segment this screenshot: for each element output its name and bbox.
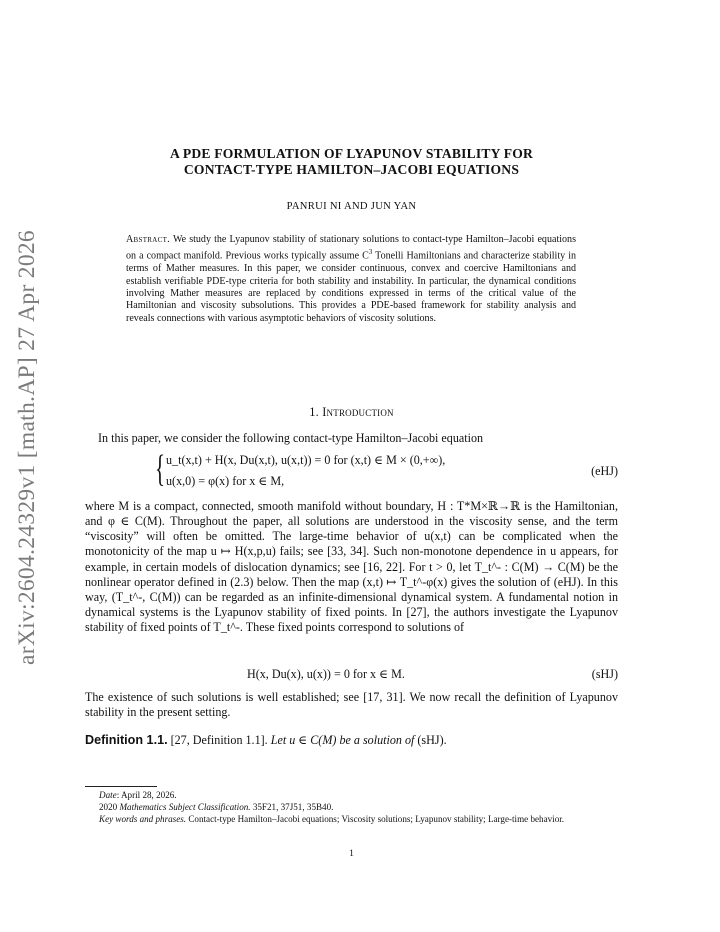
page-number: 1: [349, 848, 354, 859]
equation-ehj-tag: (eHJ): [591, 464, 618, 478]
abstract-label: Abstract.: [126, 234, 170, 245]
abstract-text-1: We study the Lyapunov stability of stationary solutions to contact-type Hamilton–Jacobi equations on a compact manifold. Previous works typically assume C: [126, 234, 576, 262]
paragraph-3: The existence of such solutions is well established; see [17, 31]. We now recall the definition of Lyapunov stability in the present setting.: [85, 690, 618, 720]
footnote-keywords: [85, 813, 618, 825]
definition-eqref: (sHJ).: [417, 733, 447, 747]
title-line-1: A PDE FORMULATION OF LYAPUNOV STABILITY FOR: [169, 146, 534, 161]
definition-1-1: [85, 733, 447, 748]
section-title: Introduction: [322, 405, 394, 419]
keywords-value: Contact-type Hamilton–Jacobi equations; Viscosity solutions; Lyapunov stability; Large-time behavior.: [186, 814, 565, 825]
arxiv-identifier: arXiv:2604.24329v1 [math.AP] 27 Apr 2026: [14, 230, 40, 665]
date-label: Date: [99, 790, 117, 800]
title-line-2: CONTACT-TYPE HAMILTON–JACOBI EQUATIONS: [183, 162, 520, 177]
abstract-text-2: Tonelli Hamiltonians and characterize stability in terms of Mather measures. In this paper, we consider continuous, convex and coercive Hamiltonians and establish verifiable PDE-type criteria for both stability and instability. In particular, the dynamical conditions involving Mather measures are replaced by conditions expressed in terms of the critical value of the Hamiltonian and viscosity subsolutions. This provides a PDE-based framework for stability analysis and reveals connections with various asymptotic behaviors of viscosity solutions.: [126, 250, 577, 324]
paragraph-2: where M is a compact, connected, smooth manifold without boundary, H : T*M×ℝ→ℝ is the Hamiltonian, and φ ∈ C(M). Throughout the paper, all solutions are understood in the viscosity sense, and the term “viscosity” will often be omitted. The large-time behavior of u(x,t) can be complicated when the monotonicity of the map u ↦ H(x,p,u) fails; see [33, 34]. Such non-monotone dependence in u appears, for example, in certain models of dislocation dynamics; see [16, 22]. For t > 0, let T_t^- : C(M) → C(M) be the nonlinear operator defined in (2.3) below. Then the map (x,t) ↦ T_t^-φ(x) gives the solution of (eHJ). In this way, (T_t^-, C(M)) can be regarded as an infinite-dimensional dynamical system. A fundamental notion in dynamical systems is the Lyapunov stability of fixed points. In [27], the authors investigate the Lyapunov stability of fixed points of T_t^-. These fixed points correspond to solutions of: [85, 499, 618, 635]
abstract-sup: 3: [368, 248, 373, 257]
left-brace: {: [155, 448, 166, 490]
abstract: [126, 234, 576, 325]
equation-ehj: [155, 450, 618, 494]
equation-shj-expr: H(x, Du(x), u(x)) = 0 for x ∈ M.: [247, 667, 405, 681]
footnote-date: [85, 789, 618, 801]
definition-heading: Definition 1.1.: [85, 733, 168, 747]
definition-statement: Let u ∈ C(M) be a solution of: [270, 733, 415, 747]
date-value: : April 28, 2026.: [116, 790, 177, 800]
intro-sentence: In this paper, we consider the following contact-type Hamilton–Jacobi equation: [98, 431, 484, 445]
msc-value: 35F21, 37J51, 35B40.: [250, 802, 334, 813]
section-number: 1.: [309, 405, 319, 419]
equation-ehj-line-1: u_t(x,t) + H(x, Du(x,t), u(x,t)) = 0 for (x,t) ∈ M × (0,+∞),: [166, 453, 446, 467]
keywords-label: Key words and phrases.: [99, 814, 187, 825]
equation-shj: [85, 667, 618, 683]
definition-ref: [27, Definition 1.1].: [170, 733, 268, 747]
footnote-msc: [85, 801, 618, 813]
msc-label: Mathematics Subject Classification.: [119, 802, 251, 813]
section-heading: [85, 405, 618, 420]
footnotes: [85, 789, 618, 826]
equation-shj-tag: (sHJ): [591, 667, 618, 681]
msc-prefix: 2020: [99, 802, 120, 813]
footnote-rule: [85, 786, 157, 787]
authors: PANRUI NI AND JUN YAN: [286, 201, 417, 212]
equation-ehj-line-2: u(x,0) = φ(x) for x ∈ M,: [166, 474, 285, 488]
paper-title: [85, 146, 618, 178]
